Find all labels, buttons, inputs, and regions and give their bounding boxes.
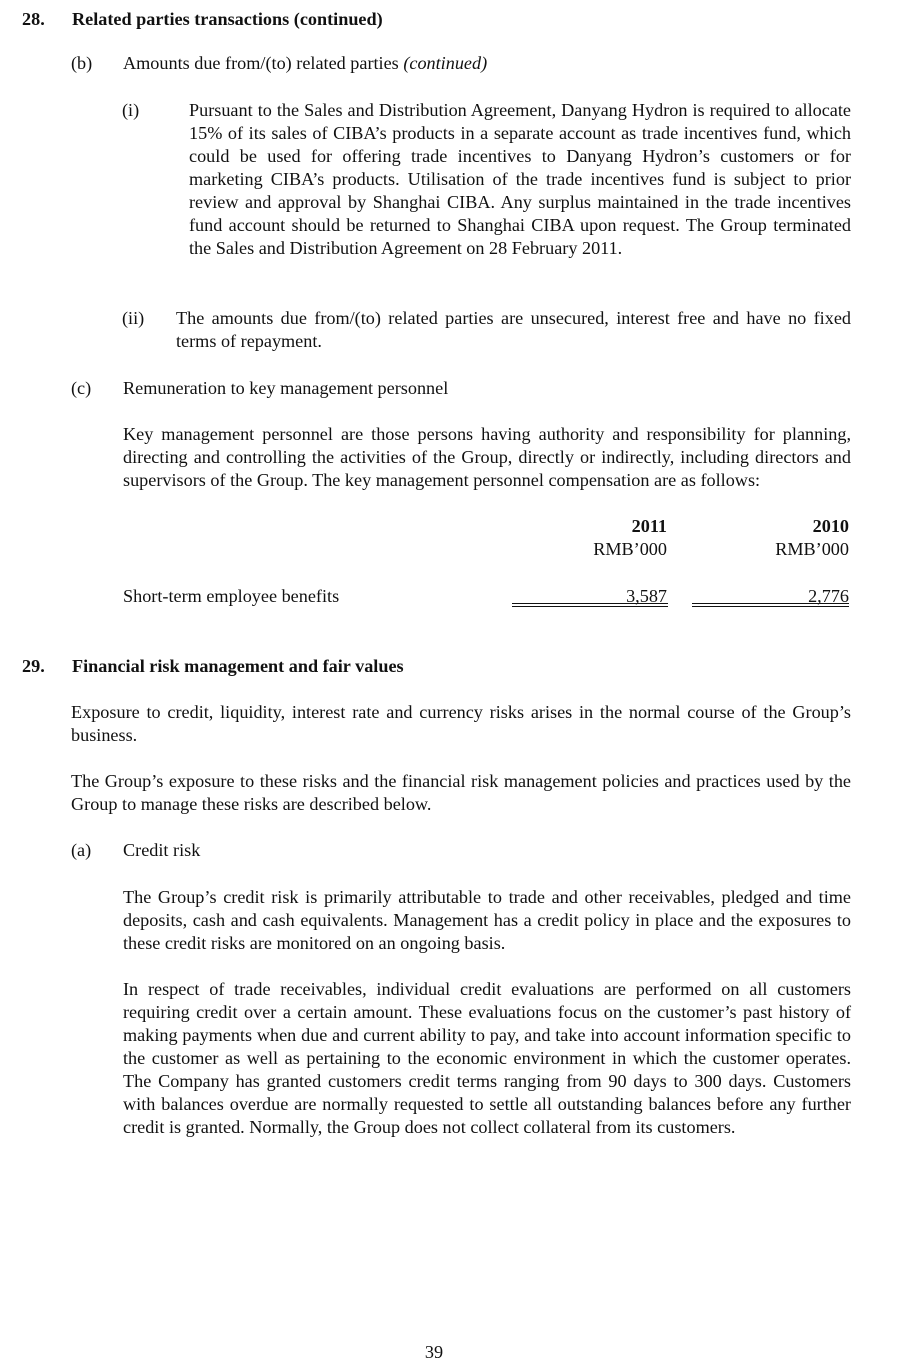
table-header-2011-unit: RMB’000 xyxy=(593,539,667,559)
section-29-number: 29. xyxy=(22,656,45,676)
item-b-marker: (b) xyxy=(71,53,93,73)
item-b-heading-text: Amounts due from/(to) related parties xyxy=(123,53,399,73)
table-header-2011-year: 2011 xyxy=(631,516,667,536)
item-a-marker: (a) xyxy=(71,840,92,860)
table-cell-2010: 2,776 xyxy=(808,586,849,606)
section-29-title: Financial risk management and fair values xyxy=(72,656,404,676)
table-cell-2011: 3,587 xyxy=(626,586,667,606)
item-i-paragraph: Pursuant to the Sales and Distribution Agreement, Danyang Hydron is required to allocate 15% of its sales of CIBA’s products in a separate account as trade incentives fund, which could be used for offering trade incentives to Danyang Hydron’s customers or for marketing CIBA’s products. Utilisation of the trade incentives fund is subject to prior review and approval by Shanghai CIBA. Any surplus maintained in the trade incentives fund account should be returned to Shanghai CIBA upon request. The Group terminated the Sales and Distribution Agreement on 28 February 2011. xyxy=(189,100,851,258)
item-c-heading: Remuneration to key management personnel xyxy=(123,378,449,398)
table-header-2010-year: 2010 xyxy=(812,516,849,536)
section-28-number: 28. xyxy=(22,9,45,29)
table-header-2010-unit: RMB’000 xyxy=(775,539,849,559)
item-a-heading: Credit risk xyxy=(123,840,201,860)
item-i-marker: (i) xyxy=(122,100,140,120)
page-number: 39 xyxy=(424,1342,444,1362)
item-c-paragraph: Key management personnel are those persons having authority and responsibility for planning, directing and controlling the activities of the Group, directly or indirectly, including directors and supervisors of the Group. The key management personnel compensation are as follows: xyxy=(123,424,851,490)
section-28-title: Related parties transactions (continued) xyxy=(72,9,383,29)
item-b-heading xyxy=(123,52,487,75)
item-c-marker: (c) xyxy=(71,378,92,398)
credit-risk-paragraph-1: The Group’s credit risk is primarily attributable to trade and other receivables, pledged and time deposits, cash and cash equivalents. Management has a credit policy in place and the exposures to these credit risks are monitored on an ongoing basis. xyxy=(123,887,851,953)
section-29-paragraph-2: The Group’s exposure to these risks and the financial risk management policies and practices used by the Group to manage these risks are described below. xyxy=(71,771,851,814)
item-ii-paragraph: The amounts due from/(to) related parties are unsecured, interest free and have no fixed terms of repayment. xyxy=(176,308,851,351)
item-b-heading-italic: (continued) xyxy=(403,53,488,73)
table-row-label: Short-term employee benefits xyxy=(123,586,340,606)
total-double-underline-2010 xyxy=(692,603,849,607)
total-double-underline-2011 xyxy=(512,603,668,607)
credit-risk-paragraph-2: In respect of trade receivables, individual credit evaluations are performed on all customers requiring credit over a certain amount. These evaluations focus on the customer’s past history of making payments when due and current ability to pay, and take into account information specific to the customer as well as pertaining to the economic environment in which the customer operates. The Company has granted customers credit terms ranging from 90 days to 300 days. Customers with balances overdue are normally requested to settle all outstanding balances before any further credit is granted. Normally, the Group does not collect collateral from its customers. xyxy=(123,979,851,1137)
item-ii-marker: (ii) xyxy=(122,308,145,328)
section-29-paragraph-1: Exposure to credit, liquidity, interest rate and currency risks arises in the normal course of the Group’s business. xyxy=(71,702,851,745)
